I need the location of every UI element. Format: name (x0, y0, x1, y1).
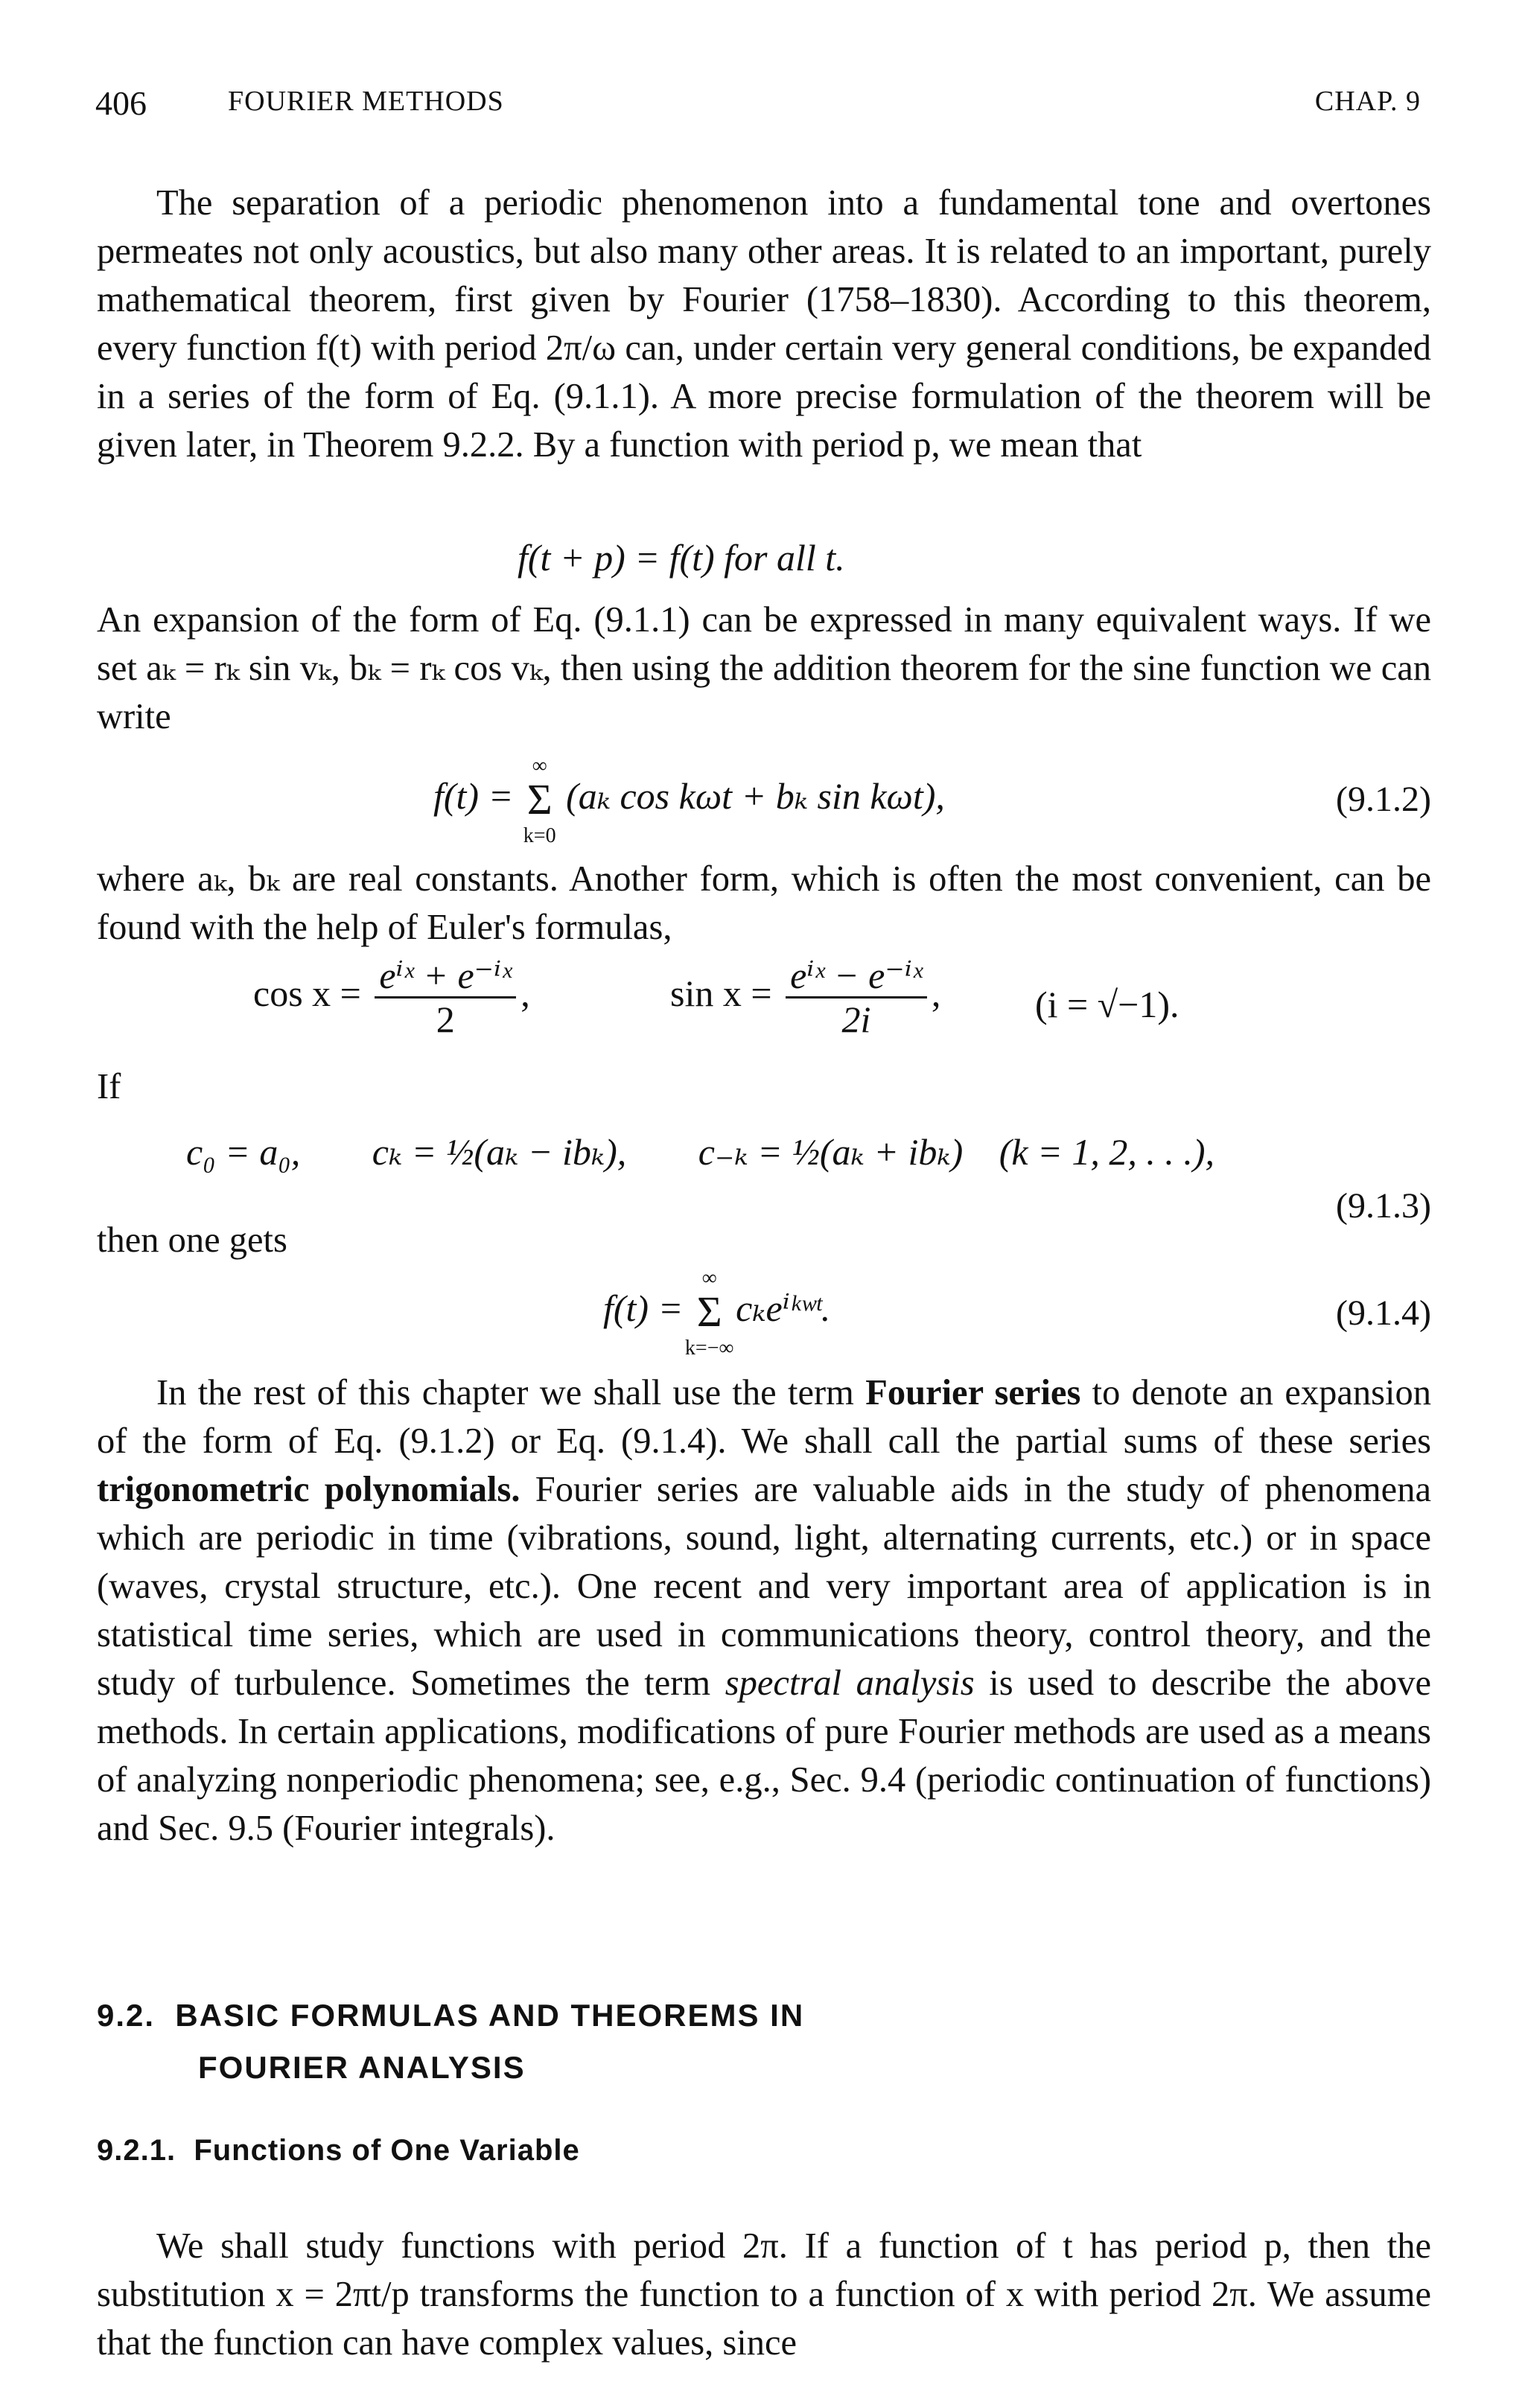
equation-text: f(t + p) = f(t) for all t. (518, 537, 845, 579)
page-number: 406 (95, 84, 147, 122)
equation-lhs: cos x = (253, 972, 361, 1014)
sum-upper-limit: ∞ (532, 754, 547, 777)
equation-lhs: f(t) = (603, 1287, 684, 1329)
summation-symbol: ∞ Σ k=−∞ (684, 1266, 734, 1360)
equation-9-1-4 (603, 1266, 831, 1360)
equation-euler-cos: cos x = $\frac{\text{eⁱˣ + e⁻ⁱˣ}}{2}$ , (253, 955, 530, 1040)
label-then: then one gets (97, 1220, 287, 1260)
equation-number: (9.1.3) (1336, 1186, 1431, 1226)
paragraph-text: In the rest of this chapter we shall use the term (156, 1373, 866, 1412)
term-trigonometric-polynomials: trigonometric polynomials. (97, 1470, 520, 1509)
equation-euler-sin: sin x = $\frac{\text{eⁱˣ − e⁻ⁱˣ}}{2i}$ , (670, 955, 941, 1040)
paragraph-text: where aₖ, bₖ are real constants. Another form, which is often the most convenient, can be found with the help of Euler's formulas, (97, 859, 1431, 947)
subsection-heading (97, 2134, 580, 2167)
fraction-numerator: eⁱˣ − e⁻ⁱˣ (786, 955, 927, 998)
paragraph-euler-intro (97, 855, 1431, 952)
sum-lower-limit: k=0 (523, 824, 556, 847)
term-fourier-series: Fourier series (865, 1373, 1081, 1412)
equation-9-1-3 (186, 1130, 1214, 1173)
equation-lhs: sin x = (670, 972, 772, 1014)
paragraph-text: An expansion of the form of Eq. (9.1.1) can be expressed in many equivalent ways. If we set aₖ = rₖ sin vₖ, bₖ = rₖ cos vₖ, then using the addition theorem for the sine function we can write (97, 600, 1431, 736)
running-header (95, 83, 1421, 128)
label-if: If (97, 1067, 121, 1106)
fraction (375, 955, 516, 1040)
paragraph-intro (97, 179, 1431, 469)
section-heading (97, 1990, 804, 2094)
sum-lower-limit: k=−∞ (684, 1336, 734, 1360)
fraction-numerator: eⁱˣ + e⁻ⁱˣ (375, 955, 516, 998)
paragraph-text: We shall study functions with period 2π. If a function of t has period p, then the substitution x = 2πt/p transforms the function to a function of x with period 2π. We assume that the function can have complex values, since (97, 2226, 1431, 2363)
equation-rhs: cₖeⁱᵏʷᵗ. (736, 1287, 831, 1329)
paragraph-text: The separation of a periodic phenomenon into a fundamental tone and overtones permeates not only acoustics, but also many other areas. It is related to an important, purely mathematical theorem, first given by Fourier (1758–1830). According to this theorem, every function f(t) with period 2π/ω can, under certain very general conditions, be expanded in a series of the form of Eq. (9.1.1). A more precise formulation of the theorem will be given later, in Theorem 9.2.2. By a function with period p, we mean that (97, 183, 1431, 465)
paragraph-fourier-series (97, 1369, 1431, 1853)
index-range: (k = 1, 2, . . .), (999, 1131, 1214, 1173)
sum-upper-limit: ∞ (701, 1266, 717, 1290)
equation-9-1-2 (433, 754, 945, 847)
section-title-line1: BASIC FORMULAS AND THEOREMS IN (175, 1998, 805, 2033)
equation-lhs: f(t) = (433, 775, 514, 817)
chapter-label: CHAP. 9 (1314, 86, 1421, 117)
subsection-number: 9.2.1. (97, 2134, 176, 2167)
fraction-denominator: 2 (436, 998, 455, 1040)
equation-number: (9.1.4) (1336, 1293, 1431, 1333)
paragraph-text: to denote an expansion of the form of Eq. (9.1.2) or Eq. (9.1.4). We shall call the partial sums of these series (97, 1373, 1431, 1461)
subsection-title: Functions of One Variable (194, 2134, 580, 2167)
equation-period (518, 536, 845, 579)
section-number: 9.2. (97, 1998, 156, 2033)
equation-number: (9.1.2) (1336, 780, 1431, 819)
section-title-line2: FOURIER ANALYSIS (198, 2050, 526, 2085)
coefficient-c-minus-k: c₋ₖ = ½(aₖ + ibₖ) (698, 1131, 964, 1173)
running-title: FOURIER METHODS (228, 86, 504, 117)
fraction-denominator: 2i (841, 998, 871, 1040)
coefficient-ck: cₖ = ½(aₖ − ibₖ), (372, 1131, 627, 1173)
paragraph-period-2pi (97, 2222, 1431, 2367)
paragraph-text: Fourier series are valuable aids in the study of phenomena which are periodic in time (vibrations, sound, light, alternating currents, etc.) or in space (waves, crystal structure, etc.). One recent and very important area of application is in statistical time series, which are used in communications theory, control theory, and the study of turbulence. Sometimes the term (97, 1470, 1431, 1703)
imaginary-unit-definition: (i = √−1). (1035, 984, 1179, 1025)
fraction (786, 955, 927, 1040)
paragraph-expansion (97, 596, 1431, 741)
term-spectral-analysis: spectral analysis (725, 1663, 975, 1703)
coefficient-c0: c₀ = a₀, (186, 1131, 301, 1173)
summation-symbol: ∞ Σ k=0 (523, 754, 556, 847)
paragraph-text: is used to describe the above methods. In certain applications, modifications of pure Fourier methods are used as a means of analyzing nonperiodic phenomena; see, e.g., Sec. 9.4 (periodic continuation of functions) and Sec. 9.5 (Fourier integrals). (97, 1663, 1432, 1848)
equation-rhs: (aₖ cos kωt + bₖ sin kωt), (566, 775, 945, 817)
